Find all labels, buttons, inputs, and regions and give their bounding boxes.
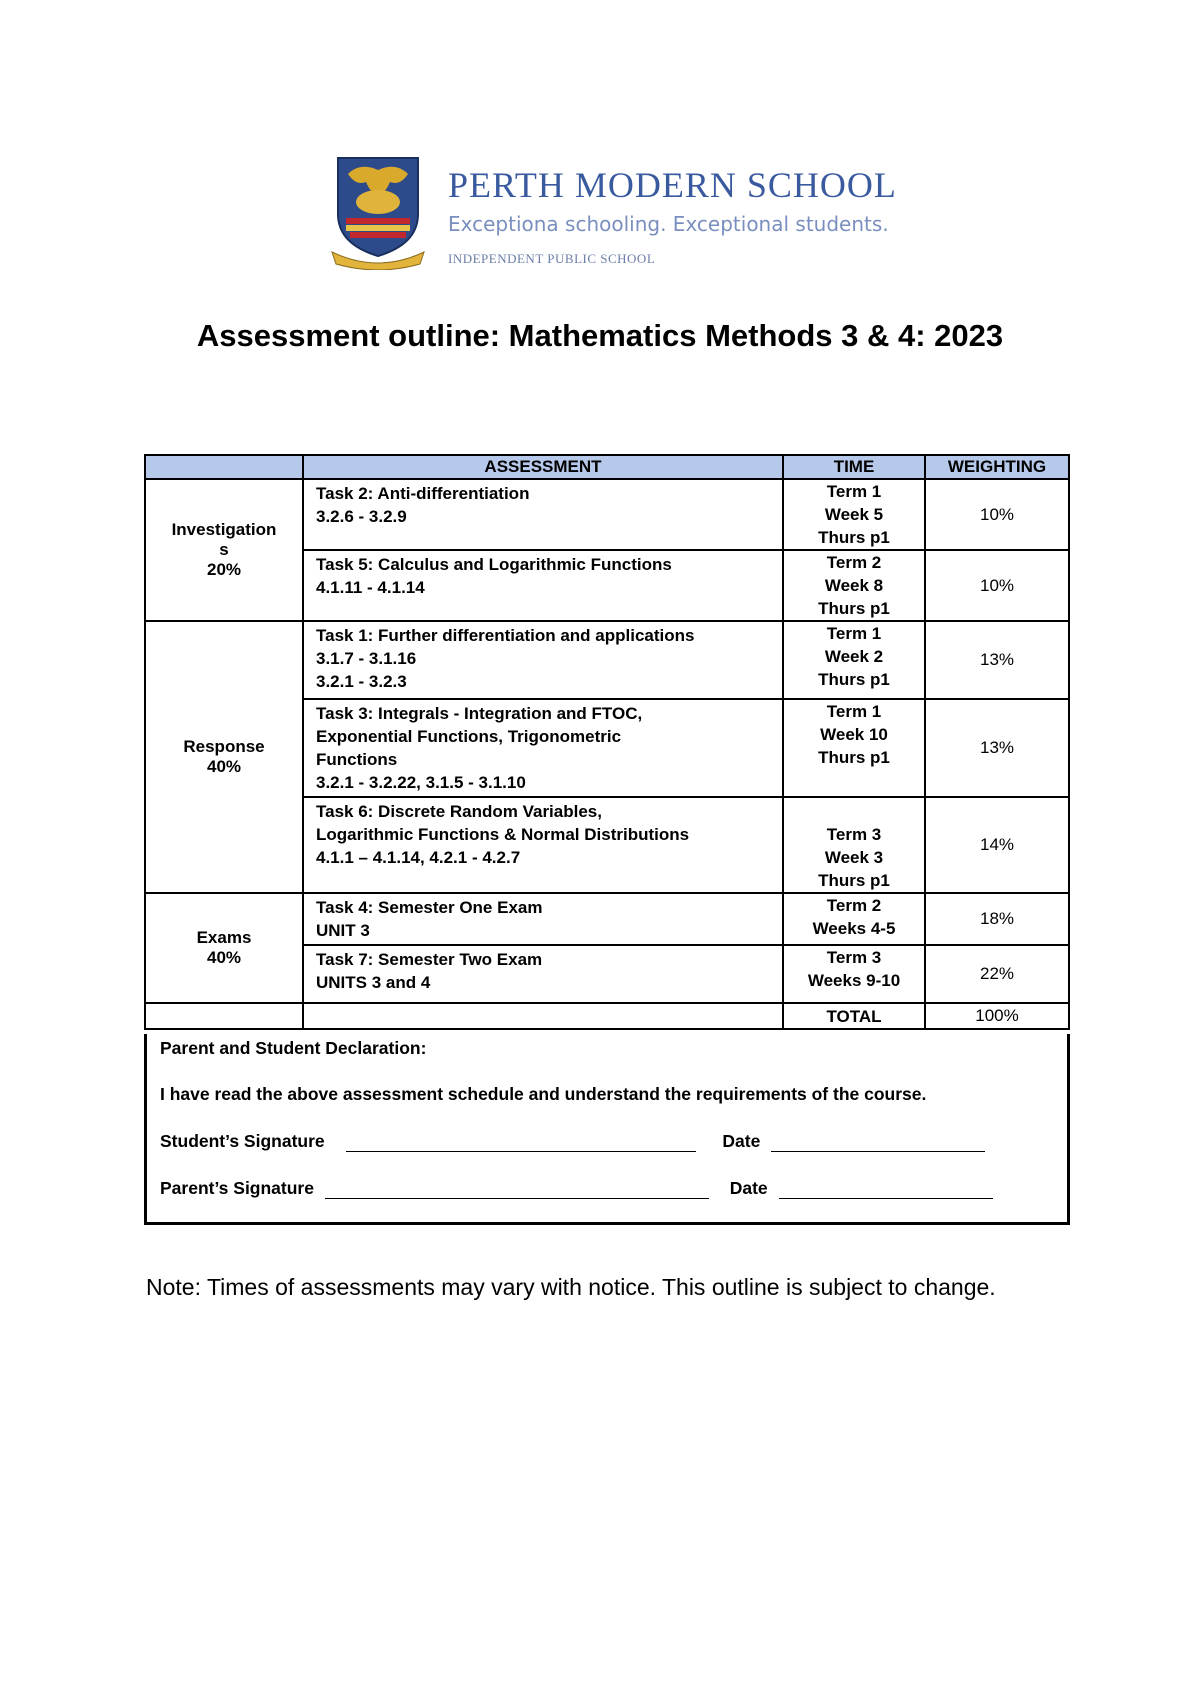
- category-investigations: Investigation s 20%: [145, 479, 303, 621]
- time-cell: Term 2 Weeks 4-5: [783, 893, 925, 945]
- table-row: [145, 479, 1069, 550]
- parent-signature-label: Parent’s Signature: [160, 1178, 314, 1198]
- declaration-box: [144, 1034, 1070, 1225]
- weighting-cell: 10%: [925, 479, 1069, 550]
- time-cell: Term 3 Week 3 Thurs p1: [783, 797, 925, 893]
- school-crest-logo: [330, 152, 426, 270]
- total-value: 100%: [925, 1003, 1069, 1029]
- school-subtitle: INDEPENDENT PUBLIC SCHOOL: [448, 251, 656, 266]
- school-header: [330, 150, 897, 275]
- time-cell: Term 3 Weeks 9-10: [783, 945, 925, 1003]
- parent-date-field[interactable]: [779, 1182, 993, 1199]
- weighting-cell: 22%: [925, 945, 1069, 1003]
- task-cell: Task 6: Discrete Random Variables, Logarithmic Functions & Normal Distributions 4.1.1 – 4.1.14, 4.2.1 - 4.2.7: [303, 797, 783, 893]
- footnote: Note: Times of assessments may vary with notice. This outline is subject to change.: [146, 1274, 996, 1300]
- weighting-cell: 13%: [925, 621, 1069, 699]
- total-empty-cell: [303, 1003, 783, 1029]
- category-response: Response 40%: [145, 621, 303, 893]
- parent-signature-row: [160, 1178, 993, 1199]
- time-cell: Term 1 Week 5 Thurs p1: [783, 479, 925, 550]
- task-cell: Task 3: Integrals - Integration and FTOC, Exponential Functions, Trigonometric Functions 3.2.1 - 3.2.22, 3.1.5 - 3.1.10: [303, 699, 783, 797]
- table-row: [145, 621, 1069, 699]
- declaration-statement: I have read the above assessment schedule and understand the requirements of the course.: [160, 1084, 927, 1104]
- total-label: TOTAL: [783, 1003, 925, 1029]
- student-signature-label: Student’s Signature: [160, 1131, 325, 1151]
- header-time: TIME: [783, 455, 925, 479]
- weighting-cell: 13%: [925, 699, 1069, 797]
- weighting-cell: 10%: [925, 550, 1069, 621]
- category-exams: Exams 40%: [145, 893, 303, 1003]
- task-cell: Task 2: Anti-differentiation 3.2.6 - 3.2.9: [303, 479, 783, 550]
- header-weighting: WEIGHTING: [925, 455, 1069, 479]
- table-row: [145, 893, 1069, 945]
- time-cell: Term 1 Week 10 Thurs p1: [783, 699, 925, 797]
- declaration-heading: Parent and Student Declaration:: [160, 1038, 427, 1058]
- time-cell: Term 2 Week 8 Thurs p1: [783, 550, 925, 621]
- total-row: [145, 1003, 1069, 1029]
- student-date-label: Date: [722, 1131, 761, 1151]
- school-name: PERTH MODERN SCHOOL: [448, 165, 897, 205]
- page-title: Assessment outline: Mathematics Methods 3 & 4: 2023: [196, 318, 1004, 353]
- task-cell: Task 1: Further differentiation and applications 3.1.7 - 3.1.16 3.2.1 - 3.2.3: [303, 621, 783, 699]
- parent-signature-field[interactable]: [325, 1182, 709, 1199]
- student-date-field[interactable]: [771, 1135, 985, 1152]
- task-cell: Task 5: Calculus and Logarithmic Functions 4.1.11 - 4.1.14: [303, 550, 783, 621]
- weighting-cell: 14%: [925, 797, 1069, 893]
- total-empty-cell: [145, 1003, 303, 1029]
- task-cell: Task 7: Semester Two Exam UNITS 3 and 4: [303, 945, 783, 1003]
- student-signature-field[interactable]: [346, 1135, 696, 1152]
- school-tagline: Exceptiona schooling. Exceptional students.: [448, 212, 889, 236]
- header-assessment: ASSESSMENT: [303, 455, 783, 479]
- header-category: [145, 455, 303, 479]
- weighting-cell: 18%: [925, 893, 1069, 945]
- task-cell: Task 4: Semester One Exam UNIT 3: [303, 893, 783, 945]
- table-header-row: [145, 455, 1069, 479]
- time-cell: Term 1 Week 2 Thurs p1: [783, 621, 925, 699]
- parent-date-label: Date: [729, 1178, 768, 1198]
- assessment-table: [144, 454, 1070, 1030]
- student-signature-row: [160, 1131, 985, 1152]
